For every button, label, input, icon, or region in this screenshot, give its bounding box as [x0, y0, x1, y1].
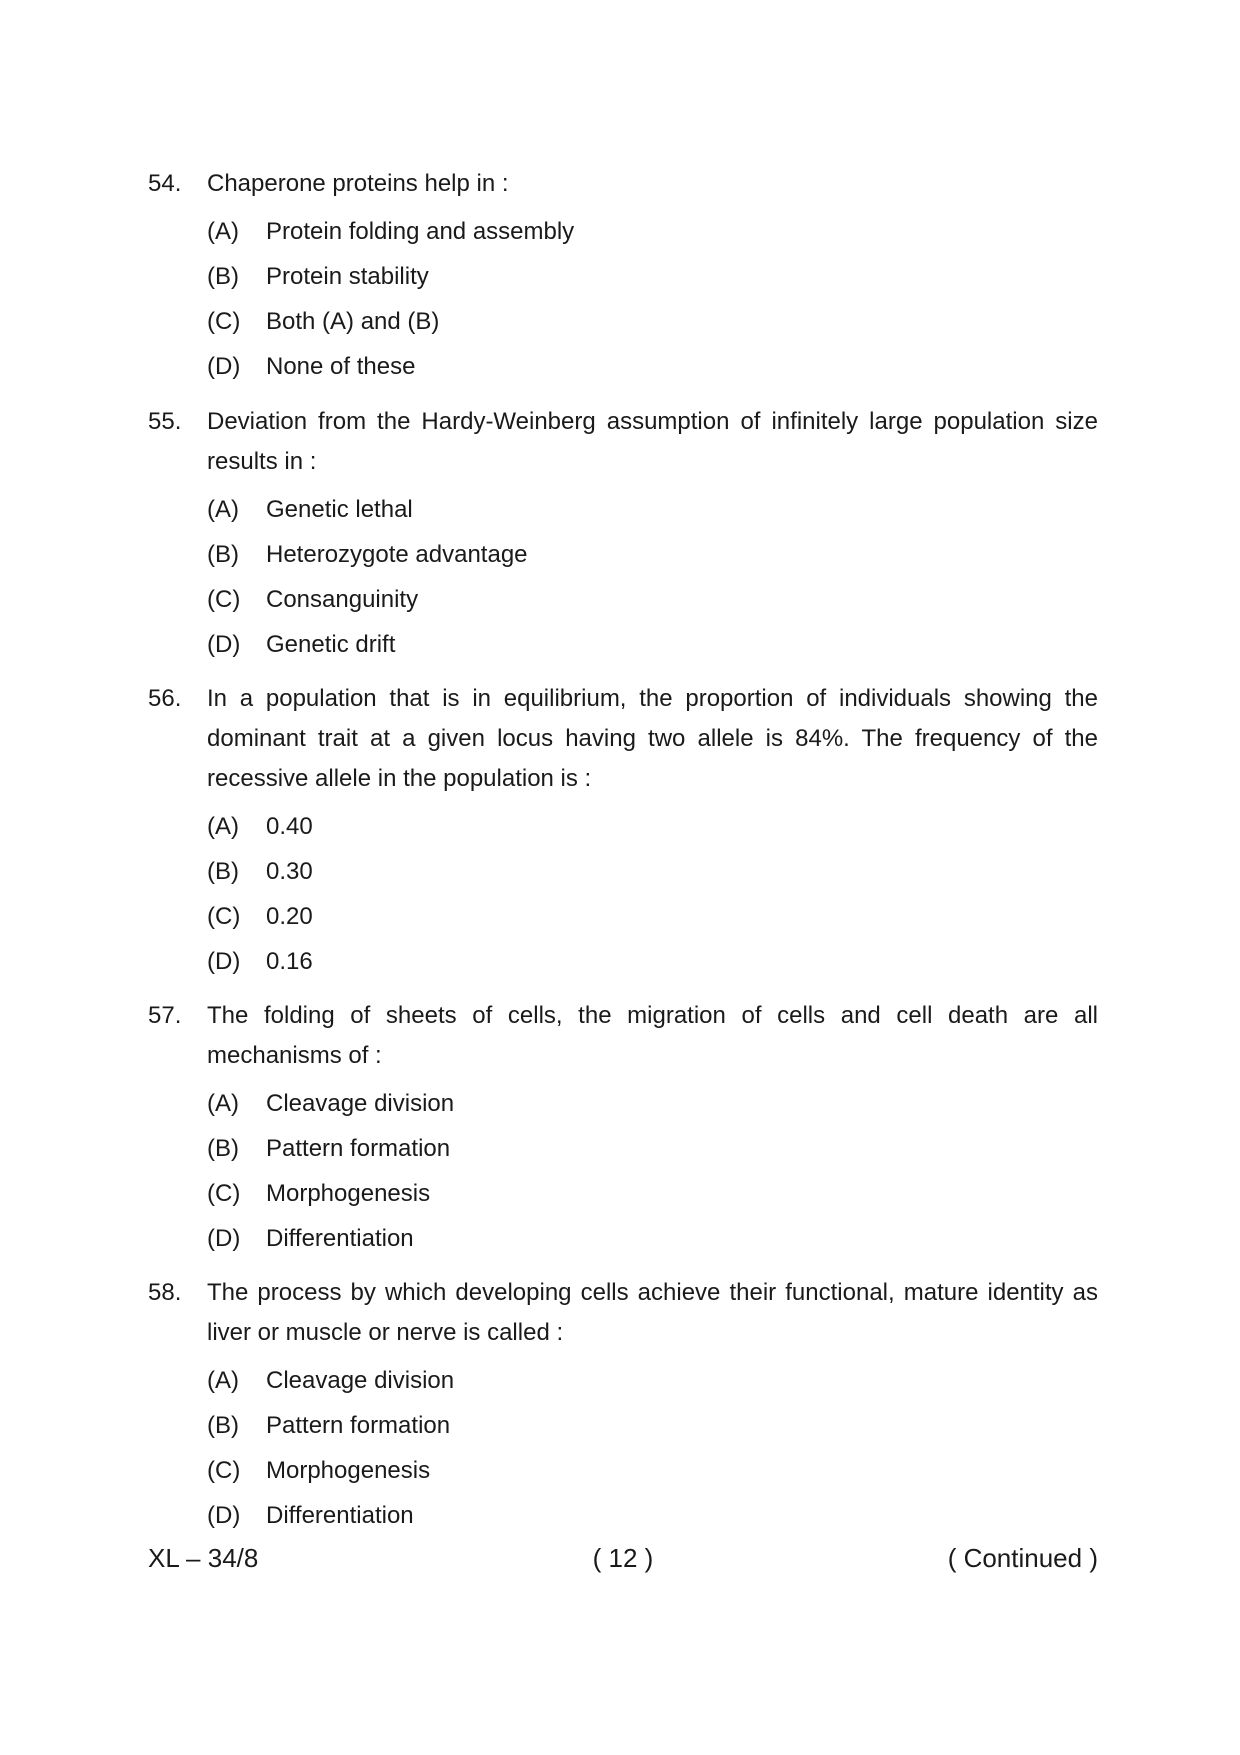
question-text: The folding of sheets of cells, the migration of cells and cell death are all mechanisms of :	[207, 1002, 1098, 1069]
option-letter: (C)	[207, 307, 241, 335]
question-number: 54.	[148, 170, 182, 197]
option-text: Genetic lethal	[266, 495, 413, 523]
option-text: 0.40	[266, 812, 313, 840]
option-a	[207, 209, 1098, 254]
option-letter: (A)	[207, 812, 239, 840]
question-number: 56.	[148, 685, 182, 712]
option-letter: (D)	[207, 1224, 241, 1252]
option-letter: (B)	[207, 262, 239, 290]
option-text: Cleavage division	[266, 1089, 455, 1117]
option-text: Differentiation	[266, 1501, 414, 1529]
option-text: Protein stability	[266, 262, 429, 290]
question-58	[148, 1273, 1098, 1538]
option-b	[207, 1126, 1098, 1171]
option-letter: (A)	[207, 217, 239, 245]
question-57	[148, 996, 1098, 1261]
option-letter: (D)	[207, 352, 241, 380]
option-text: 0.30	[266, 857, 313, 885]
option-text: Consanguinity	[266, 585, 419, 613]
option-b	[207, 1403, 1098, 1448]
option-letter: (B)	[207, 1411, 239, 1439]
option-a	[207, 487, 1098, 532]
option-text: Morphogenesis	[266, 1456, 431, 1484]
option-b	[207, 532, 1098, 577]
options-list	[207, 804, 1098, 984]
option-d	[207, 939, 1098, 984]
option-text: Cleavage division	[266, 1366, 455, 1394]
option-letter: (A)	[207, 495, 239, 523]
option-letter: (C)	[207, 585, 241, 613]
option-c	[207, 299, 1098, 344]
option-letter: (B)	[207, 857, 239, 885]
option-letter: (B)	[207, 1134, 239, 1162]
option-letter: (A)	[207, 1366, 239, 1394]
option-c	[207, 1171, 1098, 1216]
option-letter: (D)	[207, 630, 241, 658]
option-d	[207, 344, 1098, 389]
question-56	[148, 679, 1098, 984]
option-text: Protein folding and assembly	[266, 217, 575, 245]
options-list	[207, 209, 1098, 389]
option-c	[207, 894, 1098, 939]
option-text: Both (A) and (B)	[266, 307, 440, 335]
question-text: Chaperone proteins help in :	[207, 170, 509, 197]
options-list	[207, 487, 1098, 667]
option-b	[207, 849, 1098, 894]
option-b	[207, 254, 1098, 299]
option-text: 0.20	[266, 902, 313, 930]
question-text: The process by which developing cells achieve their functional, mature identity as liver or muscle or nerve is called :	[207, 1279, 1098, 1346]
option-text: Genetic drift	[266, 630, 396, 658]
option-a	[207, 804, 1098, 849]
option-text: None of these	[266, 352, 416, 380]
option-letter: (D)	[207, 1501, 241, 1529]
option-text: Morphogenesis	[266, 1179, 431, 1207]
option-letter: (C)	[207, 1456, 241, 1484]
option-text: Heterozygote advantage	[266, 540, 528, 568]
options-list	[207, 1081, 1098, 1261]
question-number: 58.	[148, 1279, 182, 1306]
page-footer	[148, 1540, 1098, 1576]
option-text: Pattern formation	[266, 1134, 451, 1162]
question-55	[148, 402, 1098, 667]
option-a	[207, 1081, 1098, 1126]
continued-label: ( Continued )	[947, 1543, 1098, 1573]
option-letter: (A)	[207, 1089, 239, 1117]
option-d	[207, 1216, 1098, 1261]
option-d	[207, 1493, 1098, 1538]
option-text: Pattern formation	[266, 1411, 451, 1439]
option-d	[207, 622, 1098, 667]
option-letter: (C)	[207, 1179, 241, 1207]
question-text: In a population that is in equilibrium, the proportion of individuals showing the dominant trait at a given locus having two allele is 84%. The frequency of the recessive allele in the population is :	[207, 685, 1098, 792]
question-number: 57.	[148, 1002, 182, 1029]
option-letter: (C)	[207, 902, 241, 930]
page-number: ( 12 )	[592, 1543, 654, 1573]
option-letter: (D)	[207, 947, 241, 975]
paper-code: XL – 34/8	[148, 1543, 259, 1573]
option-c	[207, 1448, 1098, 1493]
option-letter: (B)	[207, 540, 239, 568]
options-list	[207, 1358, 1098, 1538]
question-text: Deviation from the Hardy-Weinberg assumption of infinitely large population size results in :	[207, 408, 1098, 475]
question-number: 55.	[148, 408, 182, 435]
option-text: Differentiation	[266, 1224, 414, 1252]
option-text: 0.16	[266, 947, 313, 975]
option-c	[207, 577, 1098, 622]
option-a	[207, 1358, 1098, 1403]
question-54	[148, 164, 1098, 389]
